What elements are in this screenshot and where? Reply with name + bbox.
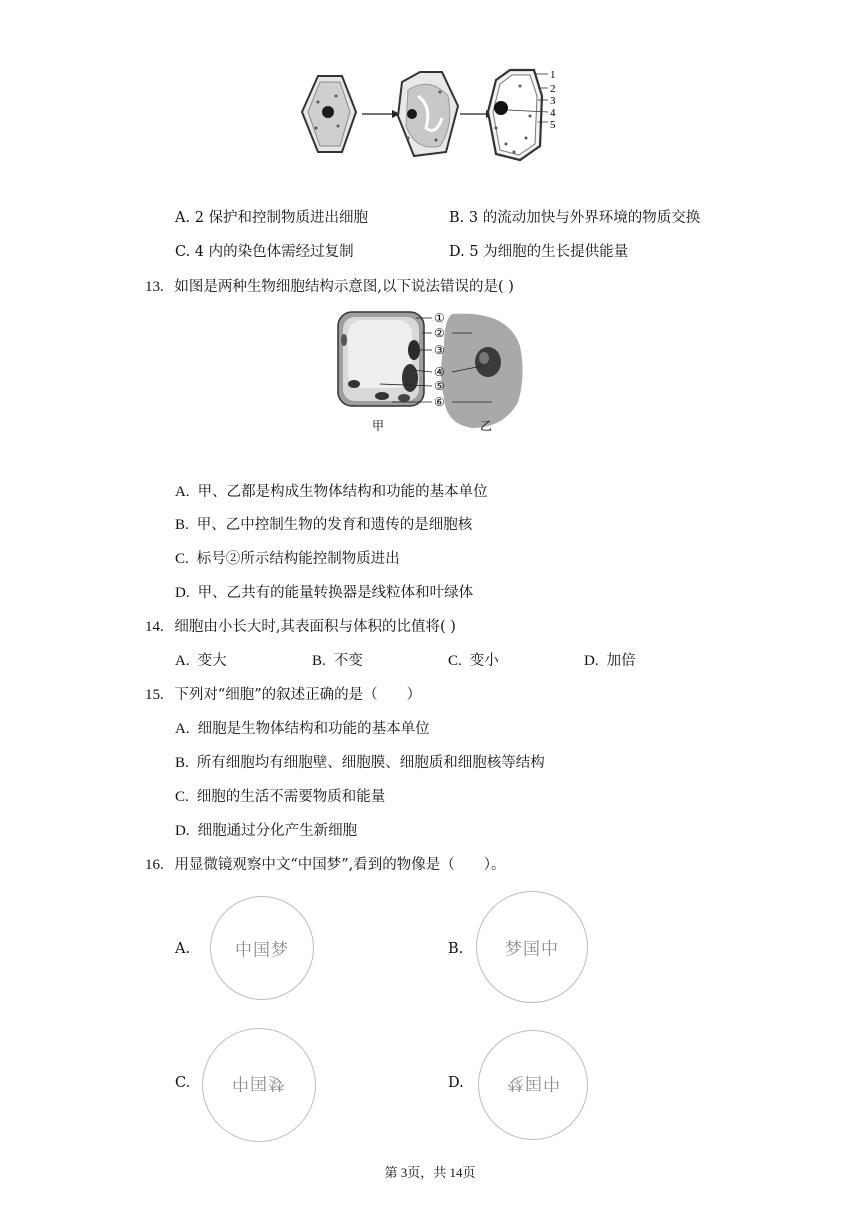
view-text: 中国梦: [506, 1072, 560, 1093]
plant-cell: [338, 312, 424, 406]
q13-option-a: A. 甲、乙都是构成生物体结构和功能的基本单位: [175, 484, 488, 500]
label-4: 4: [550, 107, 556, 119]
q16-option-d-letter: D.: [448, 1075, 464, 1091]
q13-option-c: C. 标号②所示结构能控制物质进出: [175, 551, 400, 567]
question-stem: 细胞由小长大时,其表面积与体积的比值将( ): [174, 619, 456, 635]
q12-option-b: B. 3 的流动加快与外界环境的物质交换: [449, 210, 701, 226]
question-number: 15.: [145, 687, 164, 703]
q15-option-b: B. 所有细胞均有细胞壁、细胞膜、细胞质和细胞核等结构: [175, 755, 545, 771]
page-footer: 第 3页，共 14页: [384, 1165, 476, 1180]
arrow-icon: [362, 110, 400, 118]
q16-option-c-view: [202, 1028, 316, 1142]
caption-yi: 乙: [480, 419, 493, 433]
q15-option-d: D. 细胞通过分化产生新细胞: [175, 823, 358, 839]
q12-option-d: D. 5 为细胞的生长提供能量: [449, 244, 629, 260]
question-number: 16.: [145, 857, 164, 873]
label-1: 1: [550, 69, 556, 81]
label-circled-2: ②: [434, 326, 445, 340]
question-13: [145, 277, 514, 297]
q16-option-b-view: [476, 891, 588, 1003]
q14-option-d: D. 加倍: [584, 653, 636, 669]
q12-option-c: C. 4 内的染色体需经过复制: [175, 244, 354, 260]
q16-option-c-letter: C.: [175, 1075, 191, 1091]
view-text: 中国梦: [235, 940, 289, 961]
label-3: 3: [550, 95, 556, 107]
label-2: 2: [550, 83, 556, 95]
q15-option-c: C. 细胞的生活不需要物质和能量: [175, 789, 386, 805]
q13-option-b: B. 甲、乙中控制生物的发育和遗传的是细胞核: [175, 517, 473, 533]
label-circled-3: ③: [434, 343, 445, 357]
caption-jia: 甲: [372, 419, 385, 433]
label-circled-5: ⑤: [434, 379, 445, 393]
question-stem: 下列对“细胞”的叙述正确的是（ ）: [174, 687, 422, 703]
label-5: 5: [550, 119, 556, 131]
q14-option-a: A. 变大: [175, 653, 227, 669]
cell-division-figure: [290, 66, 560, 166]
q14-option-b: B. 不变: [312, 653, 363, 669]
animal-cell: [441, 314, 523, 428]
q16-option-a-view: [210, 896, 314, 1000]
q16-option-b-letter: B.: [448, 941, 464, 957]
cell-stage-2: [398, 72, 458, 156]
view-text: 中国梦: [232, 1072, 286, 1093]
label-circled-1: ①: [434, 311, 445, 325]
question-14: [145, 617, 456, 637]
plant-animal-cell-figure: [332, 306, 532, 440]
question-number: 13.: [145, 279, 164, 295]
question-15: [145, 685, 421, 705]
cell-stage-1: [302, 76, 356, 152]
label-circled-4: ④: [434, 365, 445, 379]
question-16: [145, 855, 506, 875]
q15-option-a: A. 细胞是生物体结构和功能的基本单位: [175, 721, 430, 737]
question-number: 14.: [145, 619, 164, 635]
q12-option-a: A. 2 保护和控制物质进出细胞: [175, 210, 369, 226]
q16-option-a-letter: A.: [175, 941, 191, 957]
q13-option-d: D. 甲、乙共有的能量转换器是线粒体和叶绿体: [175, 585, 474, 601]
q14-option-c: C. 变小: [448, 653, 499, 669]
label-circled-6: ⑥: [434, 395, 445, 409]
question-stem: 用显微镜观察中文“中国梦”,看到的物像是（ ）。: [174, 857, 506, 873]
cell-stage-3: [488, 69, 556, 160]
q16-option-d-view: [478, 1030, 588, 1140]
question-stem: 如图是两种生物细胞结构示意图,以下说法错误的是( ): [174, 279, 514, 295]
view-text: 梦国中: [505, 939, 559, 960]
